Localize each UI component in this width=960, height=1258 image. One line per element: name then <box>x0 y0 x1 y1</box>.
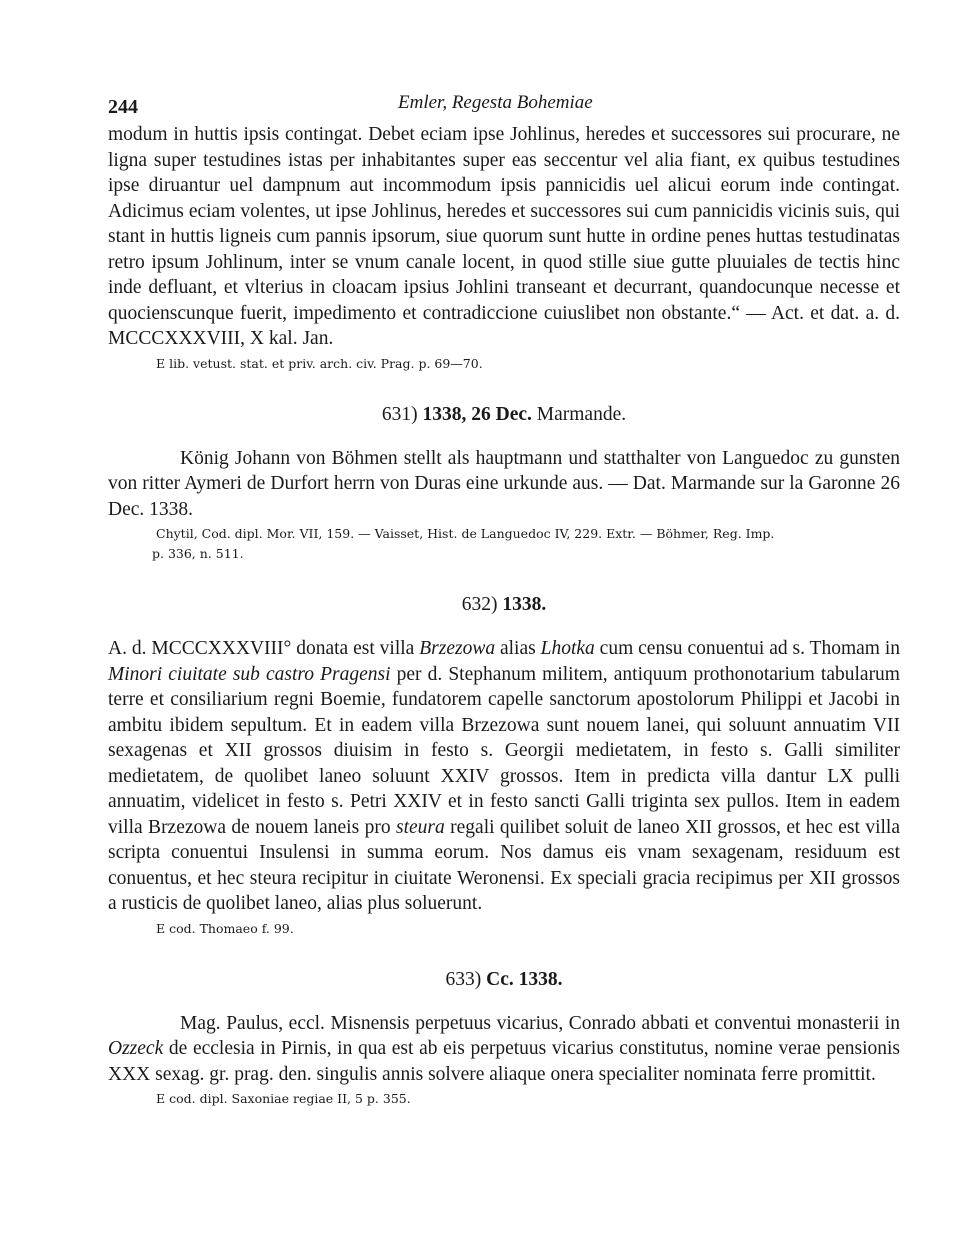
entry-633-text <box>108 1011 900 1088</box>
entry-632-text-part: A. d. MCCCXXXVIII° donata est villa <box>108 638 420 659</box>
running-title: Emler, Regesta Bohemiae <box>398 92 593 113</box>
entry-631-number: 631) <box>381 403 418 425</box>
entry-631-source-line2: p. 336, n. 511. <box>152 546 244 561</box>
entry-632 <box>108 594 900 939</box>
entry-632-date: 1338. <box>502 594 547 615</box>
entry-633-text-part: Mag. Paulus, eccl. Misnensis perpetuus vicarius, Conrado abbati et conventui monasterii in <box>180 1012 900 1034</box>
entry-632-text <box>108 636 900 917</box>
entry-633-number: 633) <box>445 968 482 990</box>
entry-632-number: 632) <box>461 594 498 615</box>
place-name-ozzeck: Ozzeck <box>108 1038 164 1059</box>
continued-entry <box>108 122 900 374</box>
entry-632-text-part: regali quilibet soluit de laneo XII grossos, et hec est villa scripta conuentui Insulensi in summa eorum. Nos damus eis vnam sexagenam, residuum est conuentus, et hec steura recipitur in ciuitate Weronensi. Ex speciali gracia recipimus per XII grossos a rusticis de quolibet laneo, alias plus soluerunt. <box>108 816 900 914</box>
place-name-minori-ciuitate: Minori ciuitate sub castro Pragensi <box>108 663 391 685</box>
entry-631-place: Marmande. <box>536 403 627 425</box>
continued-entry-text: modum in huttis ipsis contingat. Debet eciam ipse Johlinus, heredes et successores sui procurare, ne ligna super testudines istas per inhabitantes super eas seccentur vel alia fiant, ex quibus testudines ipse diruantur uel dampnum aut incommodum ipsis pannicidis uel alicui eorum inde contingat. Adicimus eciam volentes, ut ipse Johlinus, heredes et successores sui cum pannicidis vicinis suis, qui stant in huttis ligneis cum pannis ipsorum, siue quorum sunt hutte in ordine penes huttas testudinatas retro ipsum Johlinum, inter se vnum canale locent, in quod stille siue gutte pluuiales de tectis hinc inde defluant, et vlterius in cloacam ipsius Johlini transeant et decurrant, quandocunque necesse et quocienscunque fuerit, impedimento et contradiccione cuiuslibet non obstante.“ — Act. et dat. a. d. MCCCXXXVIII, X kal. Jan. <box>108 124 900 349</box>
page-number: 244 <box>108 96 138 118</box>
entry-631-date: 1338, 26 Dec. <box>422 403 532 425</box>
entry-633 <box>108 969 900 1110</box>
entry-633-text-part: de ecclesia in Pirnis, in qua est ab eis perpetuus vicarius constitutus, nomine verae pensionis XXX sexag. gr. prag. den. singulis annis solvere aliaque onera specialiter nominata ferre promittit. <box>108 1038 900 1085</box>
entry-631-source <box>152 524 900 564</box>
page-header <box>108 78 900 122</box>
continued-entry-source: E lib. vetust. stat. et priv. arch. civ. Prag. p. 69—70. <box>156 355 483 371</box>
entry-633-heading <box>108 969 900 991</box>
entry-631-source-line1: Chytil, Cod. dipl. Mor. VII, 159. — Vaisset, Hist. de Languedoc IV, 229. Extr. — Böhmer, Reg. Imp. <box>156 526 775 541</box>
entry-632-source: E cod. Thomaeo f. 99. <box>156 920 294 936</box>
place-name-lhotka: Lhotka <box>540 638 595 659</box>
term-steura: steura <box>395 816 445 838</box>
entry-633-date: Cc. 1338. <box>486 968 563 990</box>
entry-632-text-part: per d. Stephanum militem, antiquum prothonotarium tabularum terre et consiliarium regni Boemie, fundatorem capelle sanctorum apostolorum Philippi et Jacobi in ambitu ibidem sepultum. Et in eadem villa Brzezowa sunt nouem lanei, qui soluunt annuatim VII sexagenas et XII grossos diuisim in festo s. Georgii medietatem, in festo s. Galli similiter medietatem, de quolibet laneo soluunt XXIV grossos. Item in predicta villa dantur LX pulli annuatim, videlicet in festo s. Petri XXIV et in festo sancti Galli triginta sex pullos. Item in eadem villa Brzezowa de nouem laneis pro <box>108 663 900 838</box>
entry-631 <box>108 404 900 565</box>
entry-632-text-part: cum censu conuentui ad s. Thomam in <box>594 638 901 659</box>
entry-632-text-part: alias <box>495 638 541 659</box>
place-name-brzezowa: Brzezowa <box>419 638 496 659</box>
entry-631-heading <box>108 404 900 426</box>
entry-633-source: E cod. dipl. Saxoniae regiae II, 5 p. 355. <box>156 1091 411 1106</box>
entry-632-heading <box>108 594 900 616</box>
entry-631-text: König Johann von Böhmen stellt als hauptmann und statthalter von Languedoc zu gunsten von ritter Aymeri de Durfort herrn von Duras eine urkunde aus. — Dat. Marmande sur la Garonne 26 Dec. 1338. <box>108 447 900 520</box>
